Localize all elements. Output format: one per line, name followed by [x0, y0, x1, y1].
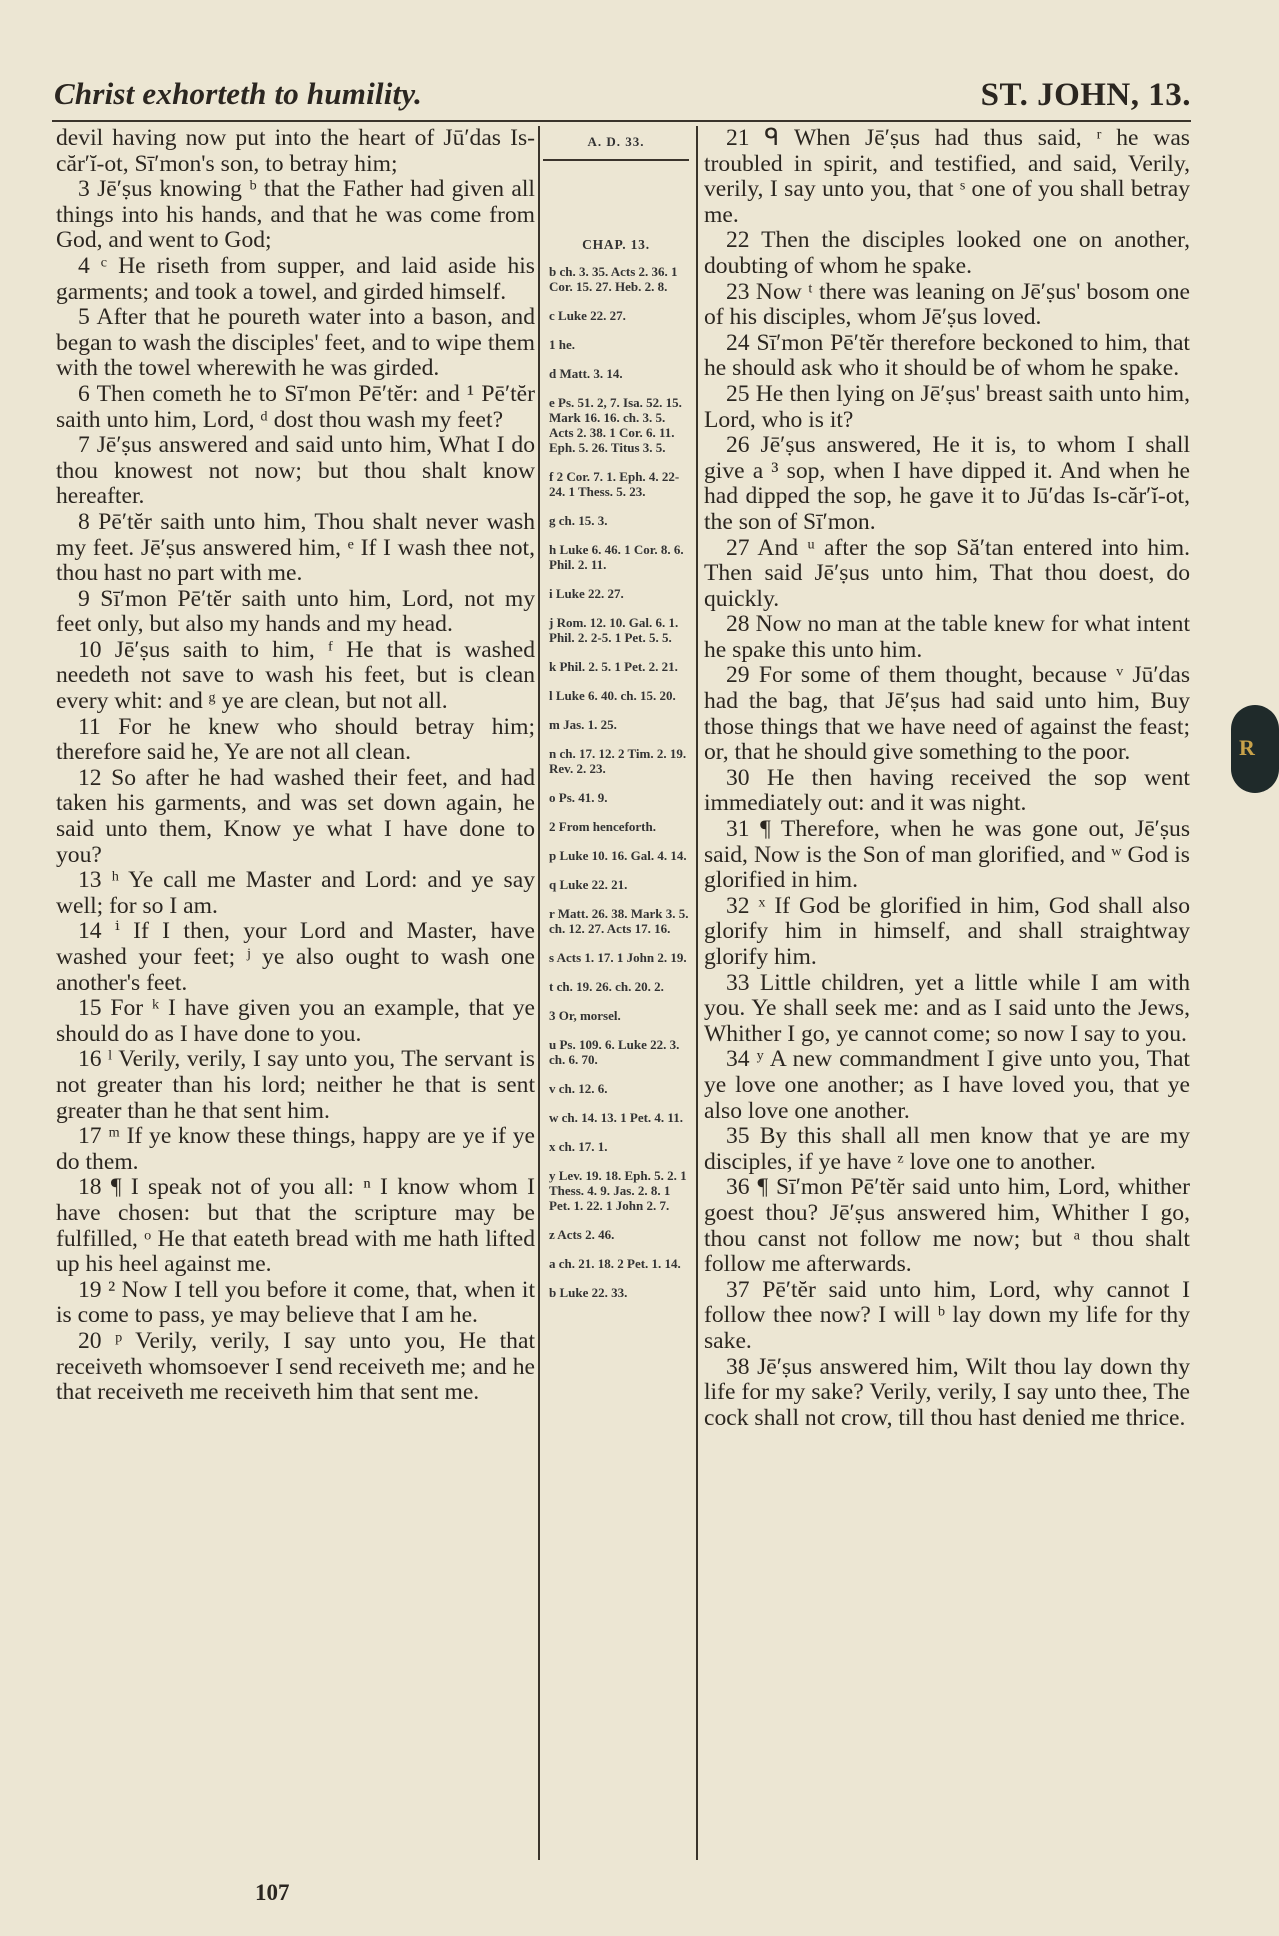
- thumb-index-tab[interactable]: [1231, 705, 1279, 793]
- cross-reference: a ch. 21. 18. 2 Pet. 1. 14.: [549, 1256, 681, 1271]
- cross-reference: b ch. 3. 35. Acts 2. 36. 1 Cor. 15. 27. Heb. 2. 8.: [549, 264, 678, 294]
- cross-reference: c Luke 22. 27.: [549, 308, 626, 323]
- verse: 21 ᑫ When Jē′ṣus had thus said, ʳ he was troubled in spirit, and testified, and said, Verily, verily, I say unto you, that ˢ one of you shall betray me.: [704, 125, 1190, 228]
- verse: 8 Pē′tĕr saith unto him, Thou shalt never wash my feet. Jē′ṣus answered him, ᵉ If I wash thee not, thou hast no part with me.: [56, 508, 535, 587]
- cross-reference: h Luke 6. 46. 1 Cor. 8. 6. Phil. 2. 11.: [549, 542, 684, 572]
- cross-reference: f 2 Cor. 7. 1. Eph. 4. 22-24. 1 Thess. 5. 23.: [549, 469, 680, 499]
- verse: 19 ² Now I tell you before it come, that, when it is come to pass, ye may believe that I am he.: [56, 1276, 535, 1329]
- cross-reference: v ch. 12. 6.: [549, 1081, 608, 1096]
- verse: 15 For ᵏ I have given you an example, that ye should do as I have done to you.: [56, 995, 535, 1047]
- cross-reference: r Matt. 26. 38. Mark 3. 5. ch. 12. 27. Acts 17. 16.: [549, 906, 689, 936]
- thumb-index-letter: R: [1239, 735, 1255, 760]
- verse: 38 Jē′ṣus answered him, Wilt thou lay down thy life for my sake? Verily, verily, I say unto thee, The cock shall not crow, till thou hast denied me thrice.: [704, 1353, 1190, 1431]
- verse: 16 ˡ Verily, verily, I say unto you, The servant is not greater than his lord; neither he that is sent greater than he that sent him.: [56, 1046, 535, 1124]
- cross-reference: o Ps. 41. 9.: [549, 790, 608, 805]
- cross-reference: t ch. 19. 26. ch. 20. 2.: [549, 979, 664, 994]
- verse: 18 ¶ I speak not of you all: ⁿ I know whom I have chosen: but that the scripture may be fulfilled, ᵒ He that eateth bread with me hath lifted up his heel against me.: [56, 1174, 535, 1278]
- ad-label: A. D. 33.: [543, 126, 689, 161]
- cross-reference: b Luke 22. 33.: [549, 1285, 628, 1300]
- verse: 26 Jē′ṣus answered, He it is, to whom I shall give a ³ sop, when I have dipped it. And when he had dipped the sop, he gave it to Jū′das Is-căr′ĭ-ot, the son of Sī′mon.: [704, 432, 1190, 535]
- verse: 31 ¶ Therefore, when he was gone out, Jē′ṣus said, Now is the Son of man glorified, and ʷ God is glorified in him.: [704, 816, 1190, 894]
- cross-reference: z Acts 2. 46.: [549, 1227, 615, 1242]
- page-number: 107: [255, 1880, 290, 1905]
- verse: 25 He then lying on Jē′ṣus' breast saith unto him, Lord, who is it?: [704, 380, 1190, 433]
- cross-reference: k Phil. 2. 5. 1 Pet. 2. 21.: [549, 659, 678, 674]
- verse: 14 ⁱ If I then, your Lord and Master, have washed your feet; ʲ ye also ought to wash one another's feet.: [56, 918, 535, 996]
- verse: 5 After that he poureth water into a bason, and began to wash the disciples' feet, and to wipe them with the towel wherewith he was girded.: [56, 304, 535, 382]
- cross-reference: s Acts 1. 17. 1 John 2. 19.: [549, 950, 687, 965]
- cross-reference: u Ps. 109. 6. Luke 22. 3. ch. 6. 70.: [549, 1037, 680, 1067]
- cross-reference: i Luke 22. 27.: [549, 586, 624, 601]
- verse: 24 Sī′mon Pē′tĕr therefore beckoned to him, that he should ask who it should be of whom he spake.: [704, 329, 1190, 382]
- page-header: [52, 68, 1191, 122]
- cross-reference: q Luke 22. 21.: [549, 877, 628, 892]
- cross-reference: w ch. 14. 13. 1 Pet. 4. 11.: [549, 1110, 683, 1125]
- cross-reference: 3 Or, morsel.: [549, 1008, 621, 1023]
- verse: 35 By this shall all men know that ye are my disciples, if ye have ᶻ love one to another.: [704, 1123, 1190, 1175]
- cross-reference: j Rom. 12. 10. Gal. 6. 1. Phil. 2. 2-5. 1 Pet. 5. 5.: [549, 615, 679, 645]
- verse: 17 ᵐ If ye know these things, happy are ye if ye do them.: [56, 1123, 535, 1175]
- cross-reference: x ch. 17. 1.: [549, 1139, 608, 1154]
- cross-reference: l Luke 6. 40. ch. 15. 20.: [549, 688, 676, 703]
- cross-reference: e Ps. 51. 2, 7. Isa. 52. 15. Mark 16. 16. ch. 3. 5. Acts 2. 38. 1 Cor. 6. 11. Eph. 5. 26. Titus 3. 5.: [549, 395, 682, 455]
- verse: 20 ᵖ Verily, verily, I say unto you, He that receiveth whomsoever I send receiveth me; and he that receiveth me receiveth him that sent me.: [56, 1327, 535, 1406]
- cross-reference: n ch. 17. 12. 2 Tim. 2. 19. Rev. 2. 23.: [549, 746, 687, 776]
- verse: 13 ʰ Ye call me Master and Lord: and ye say well; for so I am.: [56, 867, 535, 919]
- column-rule-left: [538, 126, 540, 1860]
- verse: 32 ˣ If God be glorified in him, God shall also glorify him in himself, and shall straightway glorify him.: [704, 892, 1190, 970]
- verse: 6 Then cometh he to Sī′mon Pē′tĕr: and ¹ Pē′tĕr saith unto him, Lord, ᵈ dost thou wash my feet?: [56, 380, 535, 433]
- column-rule-right: [696, 126, 698, 1860]
- verse: 37 Pē′tĕr said unto him, Lord, why cannot I follow thee now? I will ᵇ lay down my life for thy sake.: [704, 1276, 1190, 1354]
- chapter-label: CHAP. 13.: [582, 237, 650, 252]
- verse: 28 Now no man at the table knew for what intent he spake this unto him.: [704, 611, 1190, 663]
- verse: 7 Jē′ṣus answered and said unto him, What I do thou knowest not now; but thou shalt know hereafter.: [56, 432, 535, 510]
- running-head-left: Christ exhorteth to humility.: [54, 76, 423, 111]
- cross-reference: p Luke 10. 16. Gal. 4. 14.: [549, 848, 687, 863]
- verse: 22 Then the disciples looked one on another, doubting of whom he spake.: [704, 227, 1190, 279]
- verse: devil having now put into the heart of Jū′das Is-căr′ĭ-ot, Sī′mon's son, to betray him;: [56, 125, 535, 177]
- verse: 4 ᶜ He riseth from supper, and laid aside his garments; and took a towel, and girded himself.: [56, 252, 535, 305]
- reference-column: [543, 126, 689, 1314]
- verse: 33 Little children, yet a little while I am with you. Ye shall seek me: and as I said unto the Jews, Whither I go, ye cannot come; so now I say to you.: [704, 969, 1190, 1047]
- cross-reference: 2 From henceforth.: [549, 819, 656, 834]
- right-text-column: [704, 126, 1190, 1431]
- cross-reference: g ch. 15. 3.: [549, 513, 608, 528]
- running-head-right: ST. JOHN, 13.: [980, 77, 1191, 113]
- verse: 12 So after he had washed their feet, and had taken his garments, and was set down again, he said unto them, Know ye what I have done to you?: [56, 764, 535, 868]
- cross-reference: y Lev. 19. 18. Eph. 5. 2. 1 Thess. 4. 9. Jas. 2. 8. 1 Pet. 1. 22. 1 John 2. 7.: [549, 1168, 687, 1213]
- verse: 11 For he knew who should betray him; therefore said he, Ye are not all clean.: [56, 713, 535, 766]
- verse: 3 Jē′ṣus knowing ᵇ that the Father had given all things into his hands, and that he was come from God, and went to God;: [56, 176, 535, 254]
- verse: 10 Jē′ṣus saith to him, ᶠ He that is washed needeth not save to wash his feet, but is clean every whit: and ᵍ ye are clean, but not all.: [56, 636, 535, 715]
- verse: 23 Now ᵗ there was leaning on Jē′ṣus' bosom one of his disciples, whom Jē′ṣus loved.: [704, 278, 1190, 331]
- left-text-column: [56, 126, 535, 1406]
- verse: 29 For some of them thought, because ᵛ Jū′das had the bag, that Jē′ṣus had said unto him, Buy those things that we have need of against the feast; or, that he should give something to the poor.: [704, 662, 1190, 766]
- verse: 27 And ᵘ after the sop Să′tan entered into him. Then said Jē′ṣus unto him, That thou doest, do quickly.: [704, 534, 1190, 612]
- verse: 30 He then having received the sop went immediately out: and it was night.: [704, 764, 1190, 817]
- verse: 34 ʸ A new commandment I give unto you, That ye love one another; as I have loved you, that ye also love one another.: [704, 1046, 1190, 1124]
- cross-reference: m Jas. 1. 25.: [549, 717, 617, 732]
- cross-reference: 1 he.: [549, 337, 575, 352]
- verse: 36 ¶ Sī′mon Pē′tĕr said unto him, Lord, whither goest thou? Jē′ṣus answered him, Whither I go, thou canst not follow me now; but ᵃ thou shalt follow me afterwards.: [704, 1174, 1190, 1278]
- cross-reference: d Matt. 3. 14.: [549, 366, 623, 381]
- verse: 9 Sī′mon Pē′tĕr saith unto him, Lord, not my feet only, but also my hands and my head.: [56, 585, 535, 638]
